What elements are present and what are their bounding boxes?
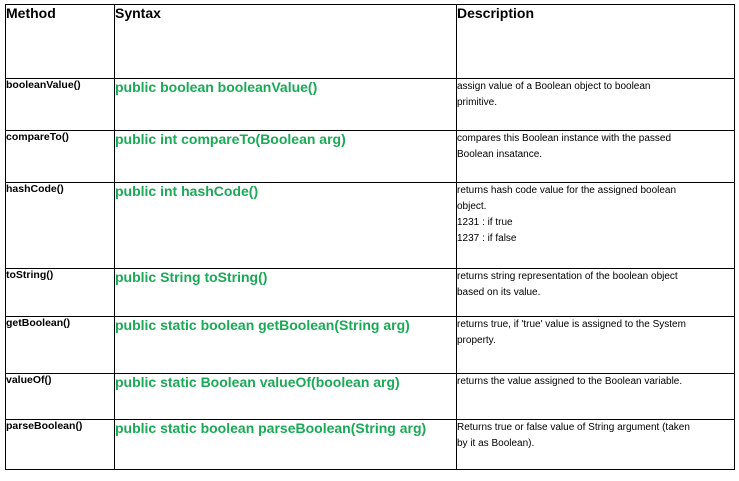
method-name: toString() xyxy=(6,269,115,317)
method-description xyxy=(457,269,735,317)
method-syntax: public static Boolean valueOf(boolean arg) xyxy=(115,374,457,420)
description-line: property. xyxy=(457,335,496,346)
table-row xyxy=(6,131,735,183)
method-description xyxy=(457,79,735,131)
table-row xyxy=(6,420,735,470)
description-line: object. xyxy=(457,201,487,212)
description-line: by it as Boolean). xyxy=(457,438,535,449)
description-line: compares this Boolean instance with the passed xyxy=(457,133,672,144)
description-line: returns string representation of the boolean object xyxy=(457,271,678,282)
description-line: returns true, if 'true' value is assigned to the System xyxy=(457,319,686,330)
method-syntax: public static boolean parseBoolean(String arg) xyxy=(115,420,457,470)
header-row xyxy=(6,5,735,79)
description-line: returns hash code value for the assigned boolean xyxy=(457,185,677,196)
description-line: 1237 : if false xyxy=(457,233,517,244)
description-line: returns the value assigned to the Boolean variable. xyxy=(457,376,683,387)
header-method: Method xyxy=(6,5,115,79)
table-row xyxy=(6,269,735,317)
header-description: Description xyxy=(457,5,735,79)
table-row xyxy=(6,183,735,269)
method-syntax: public static boolean getBoolean(String arg) xyxy=(115,317,457,374)
method-name: valueOf() xyxy=(6,374,115,420)
method-name: hashCode() xyxy=(6,183,115,269)
method-name: getBoolean() xyxy=(6,317,115,374)
header-syntax: Syntax xyxy=(115,5,457,79)
method-name: compareTo() xyxy=(6,131,115,183)
description-line: Returns true or false value of String argument (taken xyxy=(457,422,690,433)
method-syntax: public boolean booleanValue() xyxy=(115,79,457,131)
method-description xyxy=(457,420,735,470)
method-description xyxy=(457,374,735,420)
table-row xyxy=(6,374,735,420)
method-syntax: public int hashCode() xyxy=(115,183,457,269)
method-description xyxy=(457,183,735,269)
method-name: parseBoolean() xyxy=(6,420,115,470)
description-line: 1231 : if true xyxy=(457,217,513,228)
methods-table xyxy=(5,4,735,470)
table-row xyxy=(6,317,735,374)
method-name: booleanValue() xyxy=(6,79,115,131)
method-syntax: public String toString() xyxy=(115,269,457,317)
description-line: Boolean insatance. xyxy=(457,149,543,160)
method-description xyxy=(457,317,735,374)
description-line: primitive. xyxy=(457,97,498,108)
description-line: assign value of a Boolean object to boolean xyxy=(457,81,651,92)
table-row xyxy=(6,79,735,131)
method-syntax: public int compareTo(Boolean arg) xyxy=(115,131,457,183)
description-line: based on its value. xyxy=(457,287,541,298)
method-description xyxy=(457,131,735,183)
